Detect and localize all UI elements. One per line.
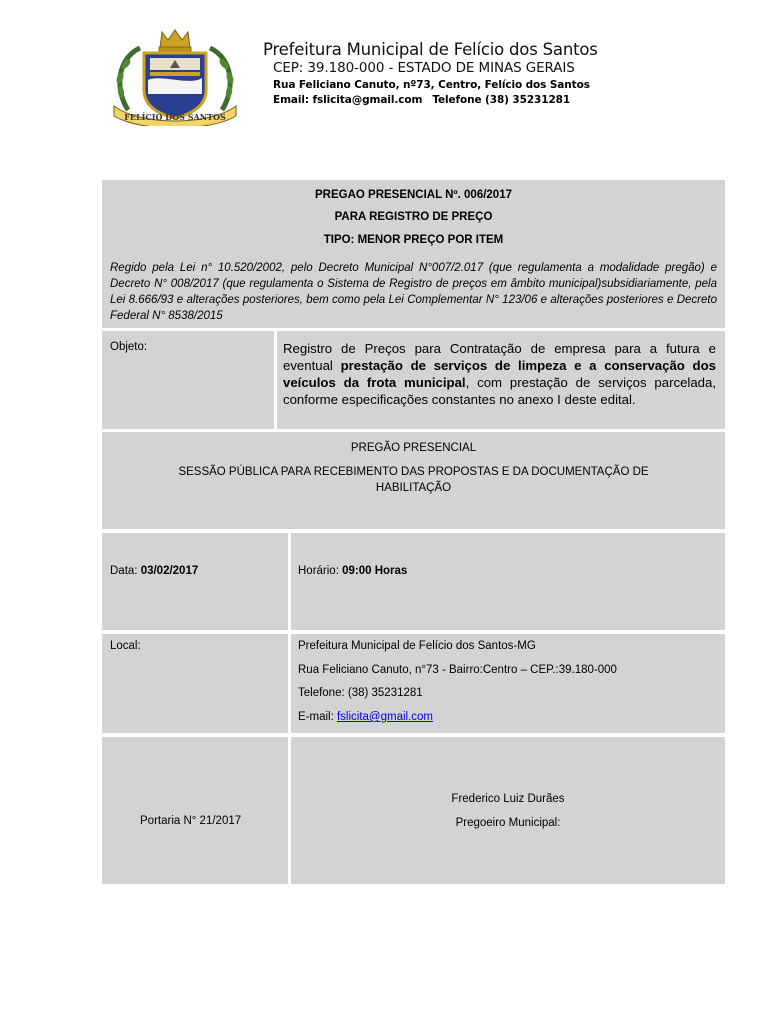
- local-label-cell: [102, 634, 288, 733]
- objeto-text-part2: , com prestação de serviços parcelada, conforme especificações constantes no anexo I deste edital.: [283, 375, 717, 407]
- crest-banner-text: FELÍCIO DOS SANTOS: [124, 112, 226, 122]
- sessao-block: [102, 432, 725, 529]
- email-link[interactable]: fslicita@gmail.com: [336, 711, 434, 723]
- local-line-2: Rua Feliciano Canuto, n°73 - Bairro:Centro – CEP.:39.180-000: [298, 664, 617, 676]
- sessao-title: PREGÃO PRESENCIAL: [350, 442, 477, 454]
- signature-cell: [291, 737, 725, 884]
- data-cell: [102, 533, 288, 630]
- coat-of-arms-logo: [110, 28, 240, 126]
- portaria-text: Portaria N° 21/2017: [140, 815, 242, 827]
- regido-paragraph: Regido pela Lei n° 10.520/2002, pelo Decreto Municipal N°007/2.017 (que regulamenta a modalidade pregão) e Decreto N° 008/2017 (que regulamenta o Sistema de Registro de preços em âmbito municipal)subsidiariamente, pela Lei 8.666/93 e alterações posteriores, bem como pela Lei Complementar N° 123/06 e alterações posteriores e Decreto Federal N° 8538/2015: [110, 262, 717, 322]
- signer-role: Pregoeiro Municipal:: [455, 817, 561, 829]
- horario-text: [298, 565, 407, 577]
- registro-title: PARA REGISTRO DE PREÇO: [334, 211, 493, 223]
- objeto-text-bold: prestação de serviços de limpeza e a conservação dos veículos da frota municipal: [283, 358, 716, 390]
- horario-label: Horário:: [298, 565, 343, 577]
- tipo-title: TIPO: MENOR PREÇO POR ITEM: [323, 234, 504, 246]
- sessao-description: SESSÃO PÚBLICA PARA RECEBIMENTO DAS PROPOSTAS E DA DOCUMENTAÇÃO DE HABILITAÇÃO: [178, 466, 649, 494]
- local-line-1: Prefeitura Municipal de Felício dos Santos-MG: [298, 640, 536, 652]
- objeto-label-cell: [102, 331, 274, 429]
- local-line-3: Telefone: (38) 35231281: [298, 687, 423, 699]
- contact-line: [273, 93, 598, 108]
- title-block: [102, 180, 725, 328]
- horario-cell: [291, 533, 725, 630]
- local-label: Local:: [110, 640, 141, 652]
- email-label: E-mail:: [298, 711, 337, 723]
- data-value: 03/02/2017: [140, 565, 199, 577]
- objeto-text-cell: [277, 331, 725, 429]
- objeto-description: [283, 340, 716, 408]
- objeto-text-part1: Registro de Preços para Contratação de empresa para a futura e eventual: [283, 341, 716, 373]
- address-line: Rua Feliciano Canuto, nº73, Centro, Felício dos Santos: [273, 79, 590, 91]
- cep-line: CEP: 39.180-000 - ESTADO DE MINAS GERAIS: [273, 60, 575, 76]
- local-email: [298, 711, 433, 723]
- objeto-label: Objeto:: [110, 341, 148, 353]
- local-details-cell: [291, 634, 725, 733]
- data-text: [110, 565, 198, 577]
- portaria-cell: [102, 737, 288, 884]
- horario-value: 09:00 Horas: [342, 565, 408, 577]
- data-label: Data:: [110, 565, 141, 577]
- signer-name: Frederico Luiz Durães: [451, 793, 565, 805]
- pregao-title: PREGAO PRESENCIAL Nº. 006/2017: [314, 189, 512, 201]
- phone-line: Telefone (38) 35231281: [432, 94, 571, 106]
- letterhead: [263, 40, 598, 108]
- email-line: Email: fslicita@gmail.com: [273, 94, 423, 106]
- org-name: Prefeitura Municipal de Felício dos Santos: [263, 40, 598, 59]
